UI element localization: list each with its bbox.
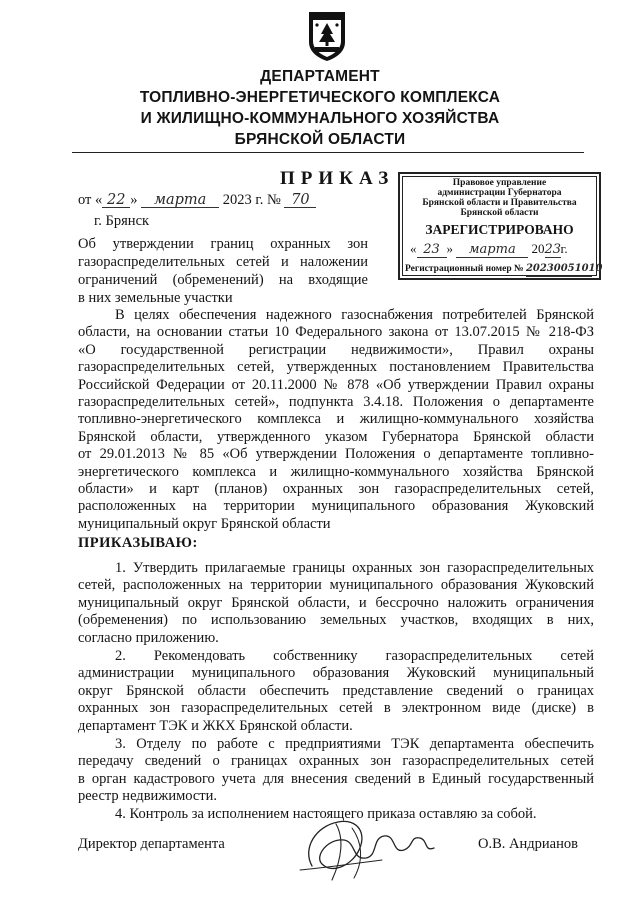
stamp-number-value: 20230051010	[526, 262, 592, 277]
item-line: округ Брянской области обеспечить представление сведений о границах	[78, 682, 594, 699]
item-line: передачу сведений о границах охранных зон газораспределительных сетей	[78, 753, 594, 770]
item-line: администрации муниципального образования Жуковский муниципальный	[78, 665, 594, 682]
stamp-line: Брянской области	[460, 208, 539, 218]
stamp-month: марта	[456, 243, 528, 258]
coat-of-arms-emblem	[306, 12, 348, 62]
stamp-number-label: Регистрационный номер №	[405, 264, 524, 274]
preamble-line: В целях обеспечения надежного газоснабжения потребителей Брянской	[115, 307, 594, 323]
header-line-1: ДЕПАРТАМЕНТ	[260, 68, 380, 85]
stamp-line: Правовое управление	[452, 178, 547, 188]
header-line-4: БРЯНСКОЙ ОБЛАСТИ	[234, 131, 406, 148]
header-line-3: И ЖИЛИЩНО-КОММУНАЛЬНОГО ХОЗЯЙСТВА	[140, 110, 500, 127]
order-year: 2023 г.	[222, 192, 264, 208]
order-subject	[78, 235, 368, 307]
stamp-year-suffix: г.	[560, 241, 568, 256]
signer-position: Директор департамента	[78, 836, 225, 852]
preamble-line: расположенных на территории муниципального образования Жуковский	[78, 498, 594, 515]
preamble-line: от 29.01.2013 № 85 «Об утверждении Положения о департаменте топливно-	[78, 446, 594, 463]
stamp-line: Брянской области и Правительства	[422, 198, 577, 208]
order-date-prefix: от «	[78, 192, 103, 208]
preamble-line: энергетического комплекса и жилищно-коммунального хозяйства Брянской	[78, 463, 594, 480]
stamp-registration-number	[405, 262, 603, 277]
preamble-line: газораспределительных сетей, утвержденных постановлением Правительства	[78, 359, 594, 376]
preamble-line: Российской Федерации от 20.11.2000 № 878 «Об утверждении Правил охраны	[78, 376, 594, 393]
stamp-year: 23	[544, 242, 562, 257]
order-date-number-line	[78, 192, 316, 209]
stamp-date: « 23 » марта 2023г.	[410, 241, 568, 257]
order-item-1	[78, 560, 594, 647]
item-line: департамент ТЭК и ЖКХ Брянской области.	[78, 717, 353, 734]
handwritten-signature	[292, 808, 442, 888]
header-line-2: ТОПЛИВНО-ЭНЕРГЕТИЧЕСКОГО КОМПЛЕКСА	[139, 89, 501, 106]
preamble-line: муниципальный округ Брянской области	[78, 515, 331, 532]
registration-stamp	[398, 172, 601, 280]
stamp-year-prefix: 20	[531, 241, 545, 256]
subject-line: ограничений (обременений) на входящие	[78, 272, 368, 288]
item-line: муниципальный округ Брянской области, и бессрочно наложить ограничения	[78, 594, 594, 611]
order-city: г. Брянск	[94, 213, 150, 229]
preamble-line: Брянской области, утвержденного указом Губернатора Брянской области	[78, 428, 594, 445]
item-line: охранных зон газораспределительных сетей в электронном виде (диске) в	[78, 700, 594, 717]
preamble-paragraph	[78, 307, 594, 533]
subject-line: Об утверждении границ охранных зон	[78, 236, 368, 252]
stamp-line: администрации Губернатора	[437, 188, 562, 198]
order-number-prefix: №	[266, 192, 281, 208]
item-line: 4. Контроль за исполнением настоящего приказа оставляю за собой.	[115, 806, 537, 822]
item-line: реестр недвижимости.	[78, 788, 218, 805]
order-month: марта	[141, 193, 219, 208]
stamp-day: 23	[417, 243, 447, 258]
subject-line: газораспределительных сетей и наложении	[78, 254, 368, 270]
order-number: 70	[284, 193, 316, 208]
item-line: 3. Отделу по работе с предприятиями ТЭК департамента обеспечить	[115, 736, 594, 752]
item-line: 2. Рекомендовать собственнику газораспределительных сетей	[115, 648, 594, 664]
order-day: 22	[102, 193, 130, 208]
item-line: 1. Утвердить прилагаемые границы охранных зон газораспределительных	[115, 560, 594, 576]
stamp-status: ЗАРЕГИСТРИРОВАНО	[425, 222, 574, 237]
preamble-line: топливно-энергетического комплекса и жилищно-коммунального хозяйства	[78, 411, 594, 428]
item-line: (обременения) по использованию земельных участков, входящих в них,	[78, 612, 594, 629]
signer-name: О.В. Андрианов	[478, 836, 578, 852]
item-line: согласно приложению.	[78, 629, 219, 646]
preamble-line: газораспределительных сетей», подпункта 3.4.18. Положения о департаменте	[78, 394, 594, 411]
order-title: ПРИКАЗ	[280, 168, 395, 189]
subject-line: в них земельные участки	[78, 290, 233, 306]
preamble-line: «О государственной регистрации недвижимости», Правил охраны	[78, 341, 594, 358]
order-directive-word: ПРИКАЗЫВАЮ:	[78, 535, 198, 551]
header-divider	[72, 152, 584, 153]
order-day-close: »	[130, 192, 138, 208]
preamble-line: области» и карт (планов) охранных зон газораспределительных сетей,	[78, 481, 594, 498]
department-header	[0, 66, 640, 150]
preamble-line: области, на основании статьи 10 Федерального закона от 13.07.2015 № 218-ФЗ	[78, 324, 594, 341]
order-item-3	[78, 736, 594, 806]
order-item-2	[78, 648, 594, 735]
item-line: в орган кадастрового учета для внесения сведений в Единый государственный	[78, 770, 594, 787]
item-line: сетей, расположенных на территории муниципального образования Жуковский	[78, 577, 594, 594]
